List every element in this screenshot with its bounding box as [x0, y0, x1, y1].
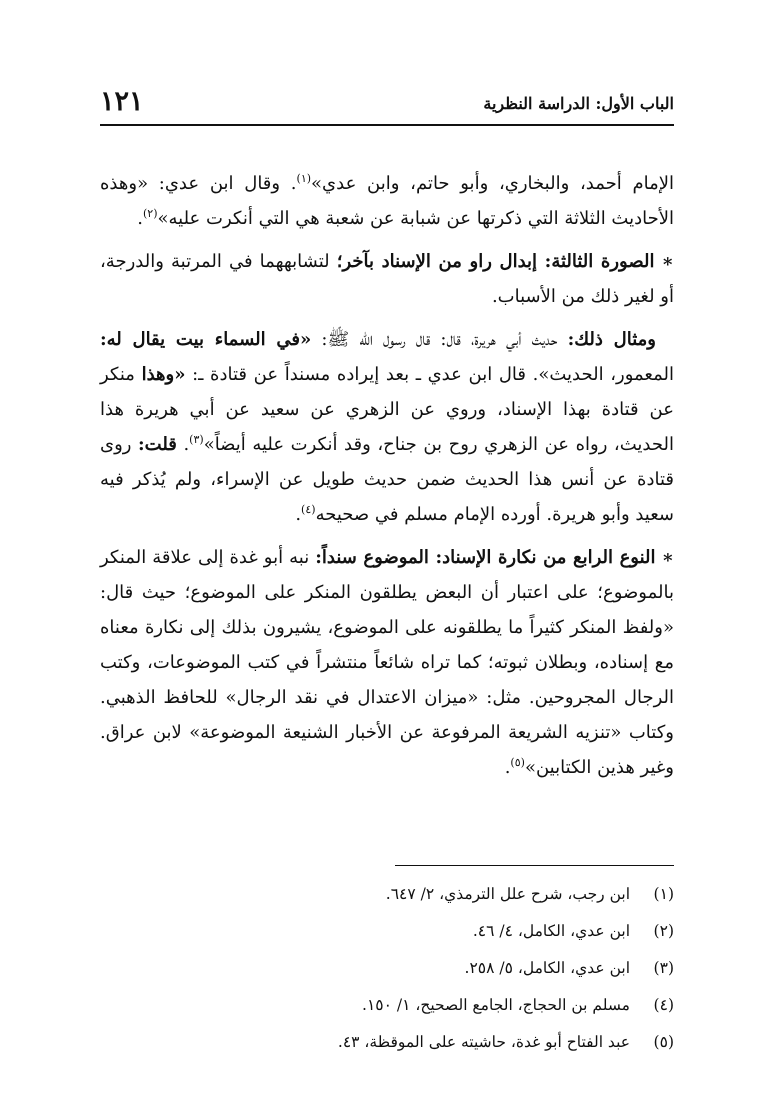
example-lead: ومثال ذلك: [567, 329, 656, 350]
footnote-item [100, 1024, 674, 1061]
footnotes [100, 876, 674, 1061]
footnote-ref-3: (٣) [189, 433, 204, 446]
paragraph-1-text-3: . [137, 208, 143, 229]
footnote-item [100, 876, 674, 913]
author-note-lead: قلت: [138, 434, 177, 455]
footnote-divider [395, 865, 674, 866]
section-heading-fourth-type: النوع الرابع من نكارة الإسناد: الموضوع سنداً: [315, 547, 656, 568]
paragraph-3 [100, 322, 674, 532]
footnote-number: (٥) [653, 1033, 674, 1051]
footnote-number: (٢) [653, 922, 674, 940]
paragraph-1-text-1: الإمام أحمد، والبخاري، وأبو حاتم، وابن عدي» [311, 173, 674, 194]
running-header [100, 84, 674, 126]
asterisk-bullet-icon: ∗ [661, 251, 674, 272]
footnote-item [100, 913, 674, 950]
footnote-item [100, 987, 674, 1024]
paragraph-3-text-6: . [295, 504, 302, 525]
paragraph-3-text-4: . [176, 434, 190, 455]
footnote-text: عبد الفتاح أبو غدة، حاشيته على الموقظة، ٤٣. [337, 1033, 630, 1051]
footnote-number: (٣) [653, 959, 674, 977]
paragraph-4-text-2: . [504, 757, 511, 778]
paragraph-4 [100, 540, 674, 785]
paragraph-3-text-2: المعمور، الحديث». قال ابن عدي ـ بعد إيراده مسنداً عن قتادة ـ: [185, 364, 675, 385]
footnote-ref-2: (٢) [142, 207, 158, 220]
paragraph-2-text: لتشابههما في المرتبة والدرجة، أو لغير ذلك من الأسباب. [100, 251, 674, 307]
paragraph-3-text-3: منكر عن قتادة بهذا الإسناد، وروي عن الزهري عن سعيد عن أبي هريرة هذا الحديث، رواه عن الزهري روح بن جناح، وقد أنكرت عليه أيضاً» [100, 364, 674, 455]
chapter-title: الباب الأول: الدراسة النظرية [483, 94, 674, 113]
footnote-text: ابن عدي، الكامل، ٤/ ٤٦. [472, 922, 630, 940]
hadith-quote: «في السماء بيت يقال له: [100, 329, 312, 350]
footnote-ref-1: (١) [296, 172, 312, 185]
footnote-text: مسلم بن الحجاج، الجامع الصحيح، ١/ ١٥٠. [362, 996, 630, 1014]
ibn-adi-quote-start: «وهذا [141, 364, 186, 385]
paragraph-1-text-2: . وقال ابن عدي: «وهذه الأحاديث الثلاثة التي ذكرتها عن شبابة عن شعبة هي التي أنكرت عليه» [100, 173, 674, 229]
footnote-ref-4: (٤) [301, 503, 316, 516]
paragraph-1 [100, 166, 674, 236]
footnote-text: ابن عدي، الكامل، ٥/ ٢٥٨. [464, 959, 630, 977]
footnote-text: ابن رجب، شرح علل الترمذي، ٢/ ٦٤٧. [385, 885, 630, 903]
paragraph-4-text-1: نبه أبو غدة إلى علاقة المنكر بالموضوع؛ على اعتبار أن البعض يطلقون المنكر على الموضوع؛ حيث قال: «ولفظ المنكر كثيراً ما يطلقونه على الموضوع، يشيرون بذلك إلى نكارة معناه مع إسناده، وبطلان ثبوته؛ كما تراه شائعاً منتشراً في كتب الموضوعات، وكتب الرجال المجروحين. مثل: «ميزان الاعتدال في نقد الرجال» للحافظ الذهبي. وكتاب «تنزيه الشريعة المرفوعة عن الأخبار الشنيعة الموضوعة» لابن عراق. وغير هذين الكتابين» [100, 547, 674, 778]
asterisk-bullet-icon: ∗ [661, 547, 674, 568]
section-heading-third-form: الصورة الثالثة: إبدال راو من الإسناد بآخر؛ [336, 251, 655, 272]
paragraph-3-text-1: حديث أبي هريرة، قال: قال رسول الله ﷺ: [311, 329, 568, 350]
paragraph-3-text-5: روى قتادة عن أنس هذا الحديث ضمن حديث طويل عن الإسراء، ولم يُذكر فيه سعيد وأبو هريرة. أورده الإمام مسلم في صحيحه [100, 434, 674, 525]
page-number: ١٢١ [100, 86, 144, 117]
paragraph-2 [100, 244, 674, 314]
footnote-ref-5: (٥) [510, 756, 525, 769]
main-text [100, 166, 674, 793]
footnote-item [100, 950, 674, 987]
footnote-number: (١) [653, 885, 674, 903]
footnote-number: (٤) [653, 996, 674, 1014]
